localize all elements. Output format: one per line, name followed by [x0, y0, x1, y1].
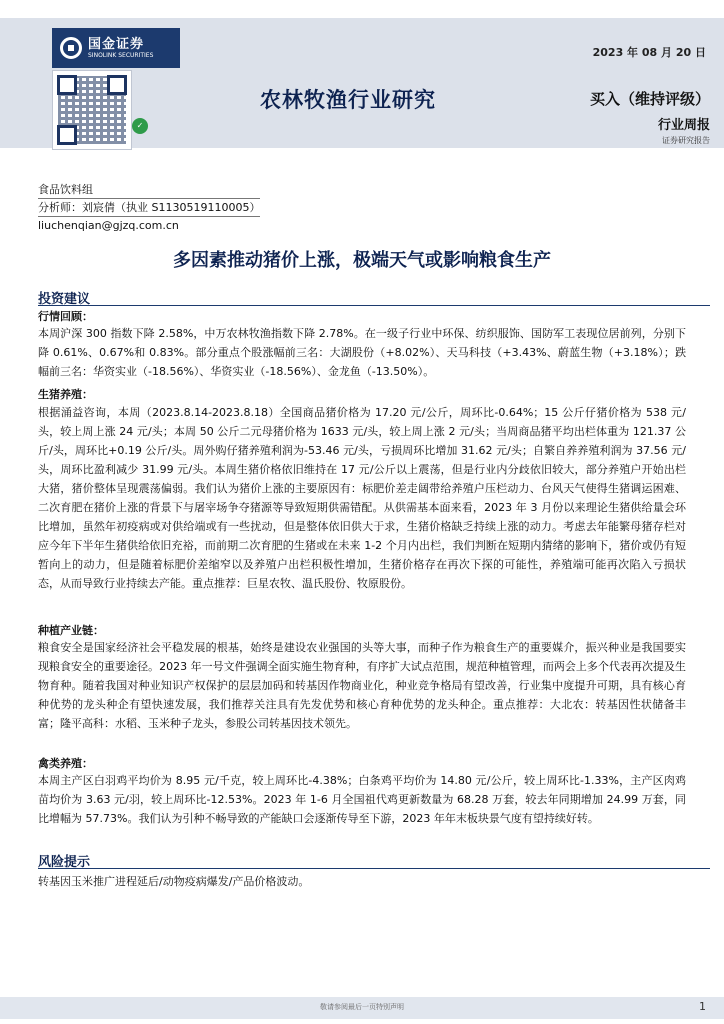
investment-heading: 投资建议 — [38, 292, 91, 307]
page-number: 1 — [699, 1000, 706, 1013]
rating: 买入（维持评级） — [589, 90, 710, 108]
industry-title: 农林牧渔行业研究 — [260, 88, 436, 112]
risk-heading: 风险提示 — [38, 855, 91, 870]
footer-disclaimer[interactable]: 敬请参阅最后一页特别声明 — [320, 1003, 404, 1011]
analyst-group: 食品饮料组 — [38, 183, 93, 196]
analyst-email[interactable]: liuchenqian@gjzq.com.cn — [38, 219, 179, 232]
seed-heading: 种植产业链： — [38, 624, 104, 637]
analyst-name: 分析师：刘宸倩（执业 S1130519110005） — [38, 201, 261, 214]
company-name-en: SINOLINK SECURITIES — [88, 51, 154, 59]
risk-text: 转基因玉米推广进程延后/动物疫病爆发/产品价格波动。 — [38, 875, 310, 888]
poultry-heading: 禽类养殖： — [38, 757, 93, 770]
company-name-cn: 国金证券 — [88, 36, 145, 52]
section-divider — [38, 305, 710, 306]
hog-heading: 生猪养殖： — [38, 388, 93, 401]
report-type: 行业周报 — [657, 118, 710, 133]
report-title: 多因素推动猪价上涨，极端天气或影响粮食生产 — [173, 250, 551, 271]
market-review-heading: 行情回顾： — [38, 310, 93, 323]
logo-mark-icon — [60, 37, 82, 59]
report-subtype: 证券研究报告 — [662, 136, 710, 145]
market-review-text: 本周沪深 300 指数下降 2.58%，中万农林牧渔指数下降 2.78%。在一级子行业中环保、纺织服饰、国防军工表现位居前列，分别下降 0.61%、0.67%和 0.83%。部分重点个股涨幅前三名：大湖股份（+8.02%）、天马科技（+3.43%、蔚蓝生物（+3.18%）；跌幅前三名：华资实业（-18.56%）、华资实业（-18.56%）、金龙鱼（-13.50%）。 — [38, 327, 686, 378]
section-divider — [38, 868, 710, 869]
company-logo — [52, 28, 180, 68]
wechat-badge-icon: ✓ — [132, 118, 148, 134]
analyst-block — [38, 182, 260, 233]
poultry-text: 本周主产区白羽鸡平均价为 8.95 元/千克，较上周环比-4.38%；白条鸡平均价为 14.80 元/公斤，较上周环比-1.33%，主产区肉鸡苗均价为 3.63 元/羽，较上周环比-12.53%。2023 年 1-6 月全国祖代鸡更新数量为 68.28 万套，较去年同期增加 24.99 万套，同比增幅为 57.73%。我们认为引种不畅导致的产能缺口会逐渐传导至下游，2023 年年末板块景气度有望持续好转。 — [38, 774, 686, 825]
qr-code-icon — [52, 70, 132, 150]
hog-text: 根据涌益咨询，本周（2023.8.14-2023.8.18）全国商品猪价格为 17.20 元/公斤，周环比-0.64%；15 公斤仔猪价格为 538 元/头，较上周上涨 24 元/头；本周 50 公斤二元母猪价格为 1633 元/头，较上周上涨 2 元/头；当周商品猪平均出栏体重为 121.37 公斤/头，周环比+0.19 公斤/头。周外购仔猪养殖利润为-53.46 元/头，亏损周环比增加 31.62 元/头；自繁自养养殖利润为 37.56 元/头，周环比盈利减少 31.99 元/头。本周生猪价格依旧维持在 17 元/公斤以上震荡，但是行业内分歧依旧较大，部分养殖户开始出栏大猪，猪价整体呈现震荡偏弱。我们认为猪价上涨的主要原因有：标肥价差走阔带给养殖户压栏动力、台风天气使得生猪调运困难、二次育肥在猪价上涨的背景下与屠宰场争夺猪源等导致短期供需错配。从供需基本面来看，2023 年 3 月份以来理论生猪供给量会环比增加，虽然年初疫病或对供给端或有一些扰动，但是整体依旧供大于求，生猪价格缺乏持续上涨的动力。考虑去年能繁母猪存栏对应今年下半年生猪供给依旧充裕，而前期二次育肥的生猪或在未来 1-2 个月内出栏，我们判断在短期内猜绪的影响下，猪价或仍有短暂向上的动力，但是随着标肥价差缩窄以及养殖户出栏积极性增加，生猪价格存在再次下探的可能性，养殖端可能再次陷入亏损状态，从而导致行业持续去产能。重点推荐：巨星农牧、温氏股份、牧原股份。 — [38, 406, 686, 590]
report-date: 2023 年 08 月 20 日 — [592, 46, 706, 59]
seed-text: 粮食安全是国家经济社会平稳发展的根基，始终是建设农业强国的头等大事，而种子作为粮食生产的重要媒介，振兴种业是我国要实现粮食安全的重要途径。2023 年一号文件强调全面实施生物育种，有序扩大试点范围，规范种植管理，而两会上多个代表再次提及生物育种。随着我国对种业知识产权保护的层层加码和转基因作物商业化，种业竞争格局有望改善，行业集中度提升可期，具有核心育种优势的龙头种企有望快速发展，我们推荐关注具有先发优势和核心育种优势的龙头种企。重点推荐：大北农：转基因性状储备丰富；隆平高科：水稻、玉米种子龙头，参股公司转基因技术领先。 — [38, 641, 686, 730]
